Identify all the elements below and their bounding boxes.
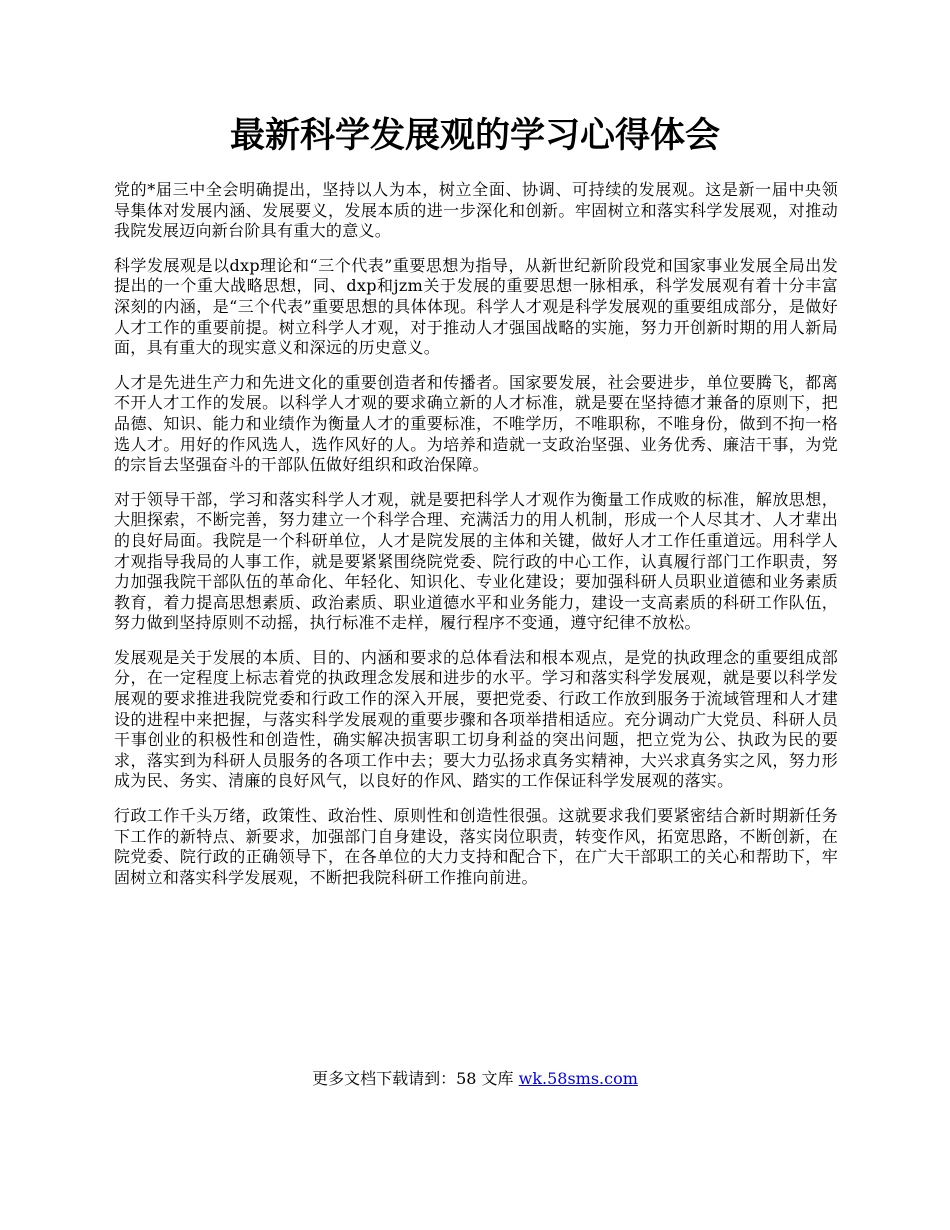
- paragraph-6: 行政工作千头万绪，政策性、政治性、原则性和创造性很强。这就要求我们要紧密结合新时期新任务下工作的新特点、新要求，加强部门自身建设，落实岗位职责，转变作风，拓宽思路，不断创新，在院党委、院行政的正确领导下，在各单位的大力支持和配合下，在广大干部职工的关心和帮助下，牢固树立和落实科学发展观，不断把我院科研工作推向前进。: [114, 806, 838, 887]
- paragraph-1: 党的*届三中全会明确提出，坚持以人为本，树立全面、协调、可持续的发展观。这是新一届中央领导集体对发展内涵、发展要义，发展本质的进一步深化和创新。牢固树立和落实科学发展观，对推动我院发展迈向新台阶具有重大的意义。: [114, 180, 838, 241]
- footer-text: 更多文档下载请到：58 文库: [312, 1069, 519, 1088]
- footer-link[interactable]: wk.58sms.com: [518, 1069, 638, 1088]
- paragraph-2: 科学发展观是以dxp理论和“三个代表”重要思想为指导，从新世纪新阶段党和国家事业发展全局出发提出的一个重大战略思想，同、dxp和jzm关于发展的重要思想一脉相承，科学发展观有着十分丰富深刻的内涵，是“三个代表”重要思想的具体体现。科学人才观是科学发展观的重要组成部分，是做好人才工作的重要前提。树立科学人才观，对于推动人才强国战略的实施，努力开创新时期的用人新局面，具有重大的现实意义和深远的历史意义。: [114, 255, 838, 358]
- paragraph-4: 对于领导干部，学习和落实科学人才观，就是要把科学人才观作为衡量工作成败的标准，解放思想，大胆探索，不断完善，努力建立一个科学合理、充满活力的用人机制，形成一个人尽其才、人才辈出的良好局面。我院是一个科研单位，人才是院发展的主体和关键，做好人才工作任重道远。用科学人才观指导我局的人事工作，就是要紧紧围绕院党委、院行政的中心工作，认真履行部门工作职责，努力加强我院干部队伍的革命化、年轻化、知识化、专业化建设；要加强科研人员职业道德和业务素质教育，着力提高思想素质、政治素质、职业道德水平和业务能力，建设一支高素质的科研工作队伍，努力做到坚持原则不动摇，执行标准不走样，履行程序不变通，遵守纪律不放松。: [114, 489, 838, 633]
- page-title: 最新科学发展观的学习心得体会: [229, 115, 720, 156]
- footer-note: [0, 1068, 950, 1090]
- paragraph-3: 人才是先进生产力和先进文化的重要创造者和传播者。国家要发展，社会要进步，单位要腾飞，都离不开人才工作的发展。以科学人才观的要求确立新的人才标准，就是要在坚持德才兼备的原则下，把品德、知识、能力和业绩作为衡量人才的重要标准，不唯学历，不唯职称，不唯身份，做到不拘一格选人才。用好的作风选人，选作风好的人。为培养和造就一支政治坚强、业务优秀、廉洁干事，为党的宗旨去坚强奋斗的干部队伍做好组织和政治保障。: [114, 372, 838, 475]
- paragraph-5: 发展观是关于发展的本质、目的、内涵和要求的总体看法和根本观点，是党的执政理念的重要组成部分，在一定程度上标志着党的执政理念发展和进步的水平。学习和落实科学发展观，就是要以科学发展观的要求推进我院党委和行政工作的深入开展，要把党委、行政工作放到服务于流域管理和人才建设的进程中来把握，与落实科学发展观的重要步骤和各项举措相适应。充分调动广大党员、科研人员干事创业的积极性和创造性，确实解决损害职工切身利益的突出问题，把立党为公、执政为民的要求，落实到为科研人员服务的各项工作中去；要大力弘扬求真务实精神，大兴求真务实之风，努力形成为民、务实、清廉的良好风气，以良好的作风、踏实的工作保证科学发展观的落实。: [114, 647, 838, 791]
- document-body: [114, 180, 838, 902]
